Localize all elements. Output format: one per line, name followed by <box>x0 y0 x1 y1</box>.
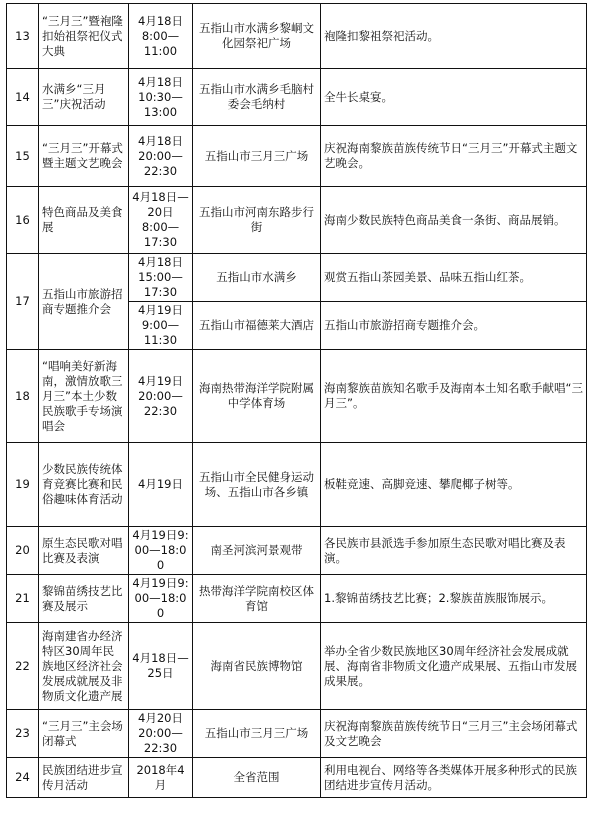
activity-description: 各民族市县派选手参加原生态民歌对唱比赛及表演。 <box>321 527 587 575</box>
activity-time: 4月18日 8:00— 11:00 <box>129 4 193 69</box>
table-row <box>7 4 587 69</box>
activity-time: 4月19日 20:00— 22:30 <box>129 350 193 443</box>
activity-name: “三月三”开幕式暨主题文艺晚会 <box>39 126 129 187</box>
row-number: 18 <box>7 350 39 443</box>
table-row <box>7 623 587 710</box>
row-number: 23 <box>7 710 39 758</box>
activity-time: 4月19日9:00—18:00 <box>129 575 193 623</box>
activity-name: 黎锦苗绣技艺比赛及展示 <box>39 575 129 623</box>
row-number: 20 <box>7 527 39 575</box>
table-row <box>7 758 587 798</box>
activity-time: 4月19日 <box>129 443 193 527</box>
activity-time: 4月19日9:00—18:00 <box>129 527 193 575</box>
activity-description: 庆祝海南黎族苗族传统节日“三月三”开幕式主题文艺晚会。 <box>321 126 587 187</box>
activity-name: “三月三”主会场闭幕式 <box>39 710 129 758</box>
activity-description: 袍隆扣黎祖祭祀活动。 <box>321 4 587 69</box>
activity-description: 庆祝海南黎族苗族传统节日“三月三”主会场闭幕式及文艺晚会 <box>321 710 587 758</box>
row-number: 17 <box>7 254 39 350</box>
activity-time: 4月18日 20:00— 22:30 <box>129 126 193 187</box>
row-number: 21 <box>7 575 39 623</box>
activity-place: 五指山市全民健身运动场、五指山市各乡镇 <box>193 443 321 527</box>
row-number: 22 <box>7 623 39 710</box>
activity-name: 少数民族传统体育竞赛比赛和民俗趣味体育活动 <box>39 443 129 527</box>
activity-description: 利用电视台、网络等各类媒体开展多种形式的民族团结进步宣传月活动。 <box>321 758 587 798</box>
activity-time: 4月20日 20:00— 22:30 <box>129 710 193 758</box>
table-row <box>7 254 587 302</box>
activity-time: 4月18日 15:00— 17:30 <box>129 254 193 302</box>
activity-description: 1.黎锦苗绣技艺比赛；2.黎族苗族服饰展示。 <box>321 575 587 623</box>
activity-place: 热带海洋学院南校区体育馆 <box>193 575 321 623</box>
table-row <box>7 350 587 443</box>
row-number: 24 <box>7 758 39 798</box>
activity-time: 4月19日 9:00— 11:30 <box>129 302 193 350</box>
activity-name: “唱响美好新海南，激情放歌三月三”本土少数民族歌手专场演唱会 <box>39 350 129 443</box>
row-number: 16 <box>7 187 39 254</box>
activity-time: 2018年4月 <box>129 758 193 798</box>
activity-name: 海南建省办经济特区30周年民族地区经济社会发展成就展及非物质文化遗产展 <box>39 623 129 710</box>
activity-time: 4月18日— 20日 8:00— 17:30 <box>129 187 193 254</box>
activity-description: 全牛长桌宴。 <box>321 69 587 126</box>
row-number: 14 <box>7 69 39 126</box>
activity-name: 水满乡“三月三”庆祝活动 <box>39 69 129 126</box>
activity-description: 观赏五指山茶园美景、品味五指山红茶。 <box>321 254 587 302</box>
activity-place: 全省范围 <box>193 758 321 798</box>
activity-name: 特色商品及美食展 <box>39 187 129 254</box>
table-row <box>7 187 587 254</box>
activity-place: 五指山市三月三广场 <box>193 710 321 758</box>
row-number: 13 <box>7 4 39 69</box>
activity-description: 举办全省少数民族地区30周年经济社会发展成就展、海南省非物质文化遗产成果展、五指山市发展成果展。 <box>321 623 587 710</box>
activity-place: 五指山市河南东路步行街 <box>193 187 321 254</box>
table-row <box>7 126 587 187</box>
activity-place: 海南热带海洋学院附属中学体育场 <box>193 350 321 443</box>
activity-place: 五指山市水满乡黎峒文化园祭祀广场 <box>193 4 321 69</box>
activity-place: 五指山市水满乡毛脑村委会毛纳村 <box>193 69 321 126</box>
schedule-table <box>6 3 587 798</box>
activity-time: 4月18日—25日 <box>129 623 193 710</box>
activity-place: 五指山市福德莱大酒店 <box>193 302 321 350</box>
activity-name: 五指山市旅游招商专题推介会 <box>39 254 129 350</box>
activity-time: 4月18日 10:30— 13:00 <box>129 69 193 126</box>
activity-name: 民族团结进步宣传月活动 <box>39 758 129 798</box>
table-row <box>7 575 587 623</box>
activity-description: 板鞋竞速、高脚竞速、攀爬椰子树等。 <box>321 443 587 527</box>
activity-place: 五指山市三月三广场 <box>193 126 321 187</box>
table-row <box>7 527 587 575</box>
row-number: 15 <box>7 126 39 187</box>
activity-name: “三月三”暨袍隆扣始祖祭祀仪式大典 <box>39 4 129 69</box>
activity-place: 南圣河滨河景观带 <box>193 527 321 575</box>
activity-description: 海南少数民族特色商品美食一条街、商品展销。 <box>321 187 587 254</box>
table-row <box>7 710 587 758</box>
table-row <box>7 69 587 126</box>
row-number: 19 <box>7 443 39 527</box>
activity-name: 原生态民歌对唱比赛及表演 <box>39 527 129 575</box>
table-row <box>7 443 587 527</box>
activity-place: 海南省民族博物馆 <box>193 623 321 710</box>
activity-place: 五指山市水满乡 <box>193 254 321 302</box>
activity-description: 五指山市旅游招商专题推介会。 <box>321 302 587 350</box>
activity-description: 海南黎族苗族知名歌手及海南本土知名歌手献唱“三月三”。 <box>321 350 587 443</box>
schedule-table-body <box>7 4 587 798</box>
